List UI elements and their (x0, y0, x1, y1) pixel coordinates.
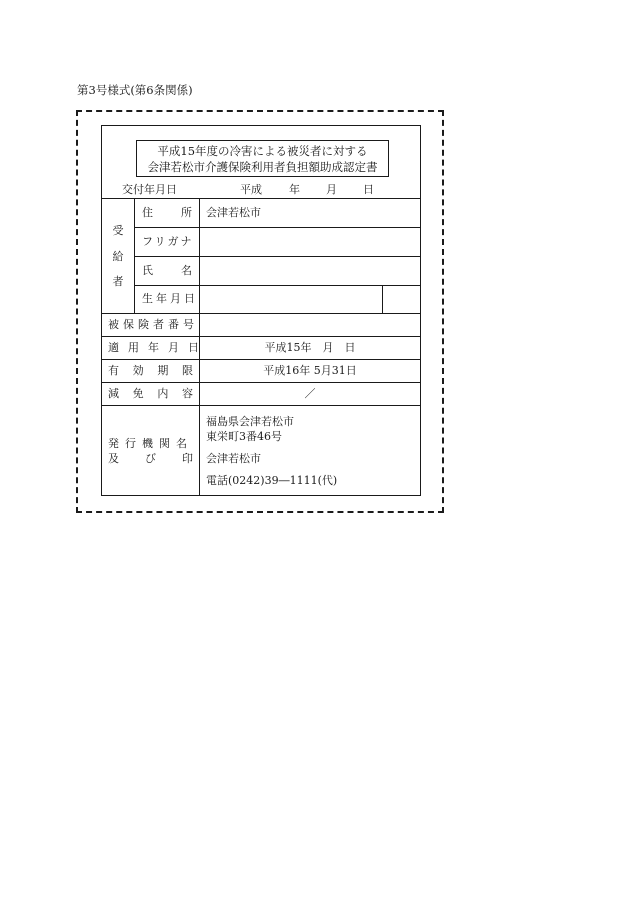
recipient-label-char: 受 (112, 223, 124, 237)
issuer-phone: 電話(0242)39―1111(代) (206, 474, 338, 487)
issuer-address-line-1: 福島県会津若松市 (206, 415, 294, 428)
issue-date-label: 交付年月日 (122, 183, 177, 196)
expiry-label: 有 効 期 限 (108, 364, 193, 377)
issuer-label-line-2: 及 び 印 (108, 452, 193, 465)
gender-field[interactable] (383, 286, 420, 313)
exemption-label: 減 免 内 容 (108, 387, 193, 400)
insured-number-label: 被保険者番号 (108, 318, 198, 331)
issuer-address-line-2: 東栄町3番46号 (206, 430, 282, 443)
insured-number-field[interactable] (200, 314, 420, 336)
furigana-label: フリガナ (142, 235, 194, 248)
expiry-value: 平成16年 5月31日 (263, 364, 357, 377)
title-line-2: 会津若松市介護保険利用者負担額助成認定書 (147, 160, 378, 174)
name-label: 氏 名 (142, 264, 192, 277)
grid-line (102, 405, 420, 406)
issue-date-era: 平成 (240, 183, 262, 196)
name-field[interactable] (200, 257, 420, 285)
furigana-field[interactable] (200, 228, 420, 256)
birthdate-field[interactable] (200, 286, 382, 313)
address-value: 会津若松市 (206, 206, 261, 219)
issue-date-day: 日 (363, 183, 374, 196)
issuer-name: 会津若松市 (206, 452, 261, 465)
issue-date-month: 月 (326, 183, 337, 196)
recipient-label-char: 給 (112, 249, 124, 263)
exemption-value: ／ (304, 387, 316, 400)
recipient-label-char: 者 (112, 275, 124, 289)
address-label: 住 所 (142, 206, 192, 219)
title-line-1: 平成15年度の冷害による被災者に対する (157, 144, 368, 158)
grid-line (102, 359, 420, 360)
issue-date-row (102, 181, 420, 198)
recipient-group-label (102, 198, 134, 313)
grid-line (102, 198, 420, 199)
grid-line (102, 336, 420, 337)
application-date-value: 平成15年 月 日 (264, 341, 356, 354)
grid-line (102, 382, 420, 383)
application-date-label: 適用年月日 (108, 341, 208, 354)
form-number-label: 第3号様式(第6条関係) (77, 83, 193, 97)
certificate-card (101, 125, 421, 496)
issue-date-year: 年 (289, 183, 300, 196)
birthdate-label: 生年月日 (142, 292, 198, 305)
certificate-title (136, 140, 389, 177)
grid-line (134, 198, 135, 313)
issuer-label-line-1: 発行機関名 (108, 437, 193, 450)
